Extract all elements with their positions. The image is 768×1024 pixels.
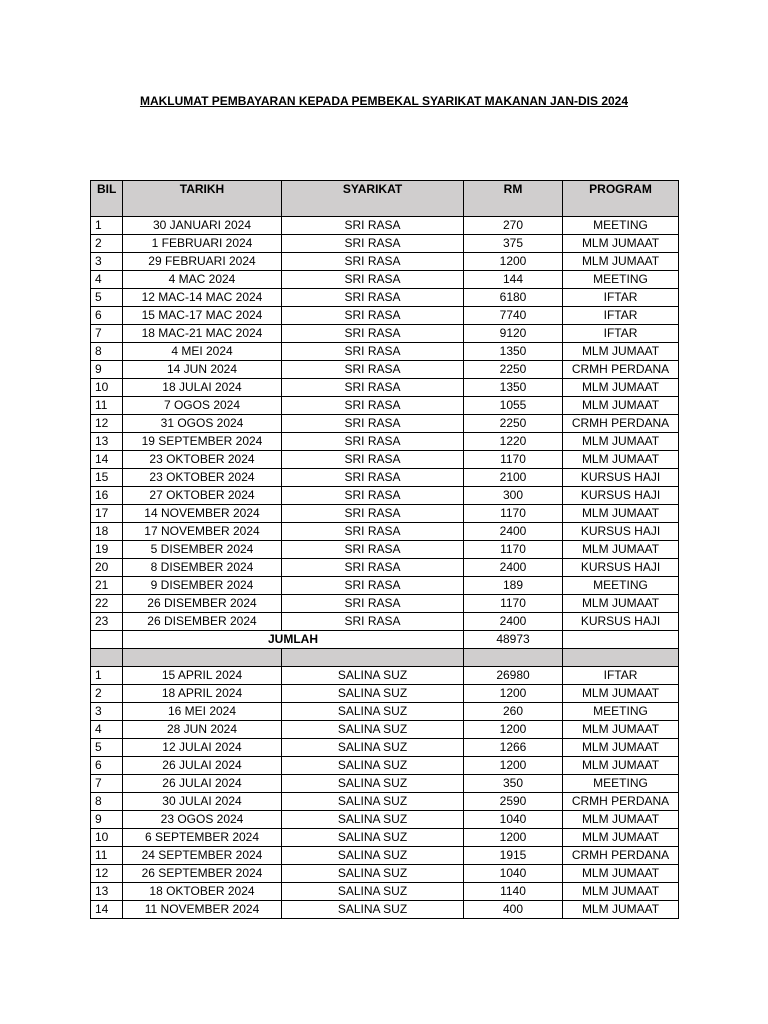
cell-syarikat: SRI RASA (282, 271, 464, 289)
cell-program: MEETING (563, 271, 679, 289)
cell-tarikh: 26 JULAI 2024 (123, 775, 282, 793)
cell-tarikh: 30 JANUARI 2024 (123, 217, 282, 235)
table-row (91, 793, 679, 811)
cell-syarikat: SRI RASA (282, 559, 464, 577)
cell-rm: 26980 (464, 667, 563, 685)
cell-rm: 300 (464, 487, 563, 505)
cell-syarikat: SRI RASA (282, 523, 464, 541)
cell-program: MLM JUMAAT (563, 829, 679, 847)
table-row (91, 883, 679, 901)
cell-rm: 1170 (464, 541, 563, 559)
cell-program: MEETING (563, 217, 679, 235)
cell-syarikat: SALINA SUZ (282, 811, 464, 829)
cell-rm: 1200 (464, 829, 563, 847)
cell-bil: 14 (91, 901, 123, 919)
cell-bil: 10 (91, 379, 123, 397)
cell-rm: 270 (464, 217, 563, 235)
cell-program: MEETING (563, 703, 679, 721)
cell-rm: 144 (464, 271, 563, 289)
cell-program: CRMH PERDANA (563, 361, 679, 379)
cell-rm: 375 (464, 235, 563, 253)
cell-tarikh: 11 NOVEMBER 2024 (123, 901, 282, 919)
cell-rm: 6180 (464, 289, 563, 307)
cell-syarikat: SRI RASA (282, 397, 464, 415)
cell-rm: 1170 (464, 595, 563, 613)
header-syarikat: SYARIKAT (282, 181, 464, 217)
cell-syarikat: SRI RASA (282, 487, 464, 505)
cell-bil: 11 (91, 847, 123, 865)
cell-tarikh: 30 JULAI 2024 (123, 793, 282, 811)
cell-syarikat: SALINA SUZ (282, 883, 464, 901)
cell-tarikh: 5 DISEMBER 2024 (123, 541, 282, 559)
cell-syarikat: SRI RASA (282, 289, 464, 307)
cell-bil: 2 (91, 235, 123, 253)
table-row (91, 577, 679, 595)
cell-rm: 350 (464, 775, 563, 793)
cell-rm: 2590 (464, 793, 563, 811)
cell-bil: 10 (91, 829, 123, 847)
cell-tarikh: 23 OGOS 2024 (123, 811, 282, 829)
table-row (91, 289, 679, 307)
total-label: JUMLAH (123, 631, 464, 649)
cell-syarikat: SRI RASA (282, 613, 464, 631)
cell-tarikh: 23 OKTOBER 2024 (123, 469, 282, 487)
table-row (91, 433, 679, 451)
table-row (91, 757, 679, 775)
table-row (91, 307, 679, 325)
cell-program: MLM JUMAAT (563, 541, 679, 559)
cell-tarikh: 18 MAC-21 MAC 2024 (123, 325, 282, 343)
cell-tarikh: 16 MEI 2024 (123, 703, 282, 721)
cell-syarikat: SRI RASA (282, 451, 464, 469)
cell-program: MLM JUMAAT (563, 451, 679, 469)
cell-program: MLM JUMAAT (563, 505, 679, 523)
cell-tarikh: 29 FEBRUARI 2024 (123, 253, 282, 271)
cell-syarikat: SRI RASA (282, 235, 464, 253)
table-row (91, 739, 679, 757)
cell-syarikat: SALINA SUZ (282, 757, 464, 775)
cell-rm: 1040 (464, 865, 563, 883)
cell-bil: 18 (91, 523, 123, 541)
table-row (91, 217, 679, 235)
cell-bil: 9 (91, 811, 123, 829)
table-row (91, 667, 679, 685)
cell-syarikat: SALINA SUZ (282, 865, 464, 883)
cell-rm: 1055 (464, 397, 563, 415)
cell-bil: 17 (91, 505, 123, 523)
table-row (91, 613, 679, 631)
table-header-row (91, 181, 679, 217)
cell-program: KURSUS HAJI (563, 559, 679, 577)
cell-program: IFTAR (563, 325, 679, 343)
header-rm: RM (464, 181, 563, 217)
cell-tarikh: 31 OGOS 2024 (123, 415, 282, 433)
cell-program: CRMH PERDANA (563, 415, 679, 433)
cell-program: MEETING (563, 577, 679, 595)
cell-bil: 19 (91, 541, 123, 559)
cell-rm: 2400 (464, 523, 563, 541)
cell-program: MLM JUMAAT (563, 235, 679, 253)
total-cell-empty (91, 631, 123, 649)
cell-tarikh: 26 SEPTEMBER 2024 (123, 865, 282, 883)
spacer-cell (563, 649, 679, 667)
header-bil: BIL (91, 181, 123, 217)
cell-rm: 2250 (464, 361, 563, 379)
cell-tarikh: 4 MAC 2024 (123, 271, 282, 289)
cell-program: KURSUS HAJI (563, 523, 679, 541)
cell-program: MLM JUMAAT (563, 883, 679, 901)
cell-bil: 12 (91, 415, 123, 433)
cell-tarikh: 23 OKTOBER 2024 (123, 451, 282, 469)
header-program: PROGRAM (563, 181, 679, 217)
table-row (91, 595, 679, 613)
cell-bil: 4 (91, 271, 123, 289)
cell-bil: 6 (91, 307, 123, 325)
cell-program: MLM JUMAAT (563, 253, 679, 271)
cell-tarikh: 15 MAC-17 MAC 2024 (123, 307, 282, 325)
cell-bil: 21 (91, 577, 123, 595)
cell-bil: 14 (91, 451, 123, 469)
cell-syarikat: SALINA SUZ (282, 703, 464, 721)
cell-bil: 11 (91, 397, 123, 415)
section-total (91, 631, 679, 667)
cell-bil: 7 (91, 325, 123, 343)
table-row (91, 829, 679, 847)
section-sri-rasa (91, 217, 679, 631)
cell-rm: 1220 (464, 433, 563, 451)
cell-program: KURSUS HAJI (563, 613, 679, 631)
cell-rm: 2250 (464, 415, 563, 433)
cell-tarikh: 8 DISEMBER 2024 (123, 559, 282, 577)
cell-bil: 1 (91, 217, 123, 235)
cell-program: MLM JUMAAT (563, 595, 679, 613)
cell-bil: 13 (91, 883, 123, 901)
cell-tarikh: 26 DISEMBER 2024 (123, 613, 282, 631)
cell-program: MEETING (563, 775, 679, 793)
cell-bil: 1 (91, 667, 123, 685)
cell-syarikat: SRI RASA (282, 343, 464, 361)
cell-rm: 2400 (464, 613, 563, 631)
cell-bil: 5 (91, 289, 123, 307)
cell-bil: 23 (91, 613, 123, 631)
table-row (91, 397, 679, 415)
cell-syarikat: SALINA SUZ (282, 793, 464, 811)
table-row (91, 487, 679, 505)
spacer-row (91, 649, 679, 667)
cell-tarikh: 9 DISEMBER 2024 (123, 577, 282, 595)
cell-syarikat: SRI RASA (282, 433, 464, 451)
cell-program: MLM JUMAAT (563, 685, 679, 703)
table-row (91, 865, 679, 883)
payment-table (90, 180, 679, 919)
cell-syarikat: SALINA SUZ (282, 721, 464, 739)
cell-tarikh: 14 NOVEMBER 2024 (123, 505, 282, 523)
cell-rm: 1915 (464, 847, 563, 865)
cell-tarikh: 6 SEPTEMBER 2024 (123, 829, 282, 847)
spacer-cell (123, 649, 282, 667)
table-row (91, 271, 679, 289)
table-row (91, 847, 679, 865)
cell-rm: 2400 (464, 559, 563, 577)
cell-bil: 12 (91, 865, 123, 883)
table-row (91, 811, 679, 829)
cell-program: MLM JUMAAT (563, 811, 679, 829)
cell-bil: 4 (91, 721, 123, 739)
cell-bil: 22 (91, 595, 123, 613)
cell-rm: 400 (464, 901, 563, 919)
cell-rm: 1040 (464, 811, 563, 829)
cell-syarikat: SALINA SUZ (282, 901, 464, 919)
total-cell-empty (563, 631, 679, 649)
cell-tarikh: 12 JULAI 2024 (123, 739, 282, 757)
cell-bil: 2 (91, 685, 123, 703)
table-row (91, 451, 679, 469)
cell-rm: 189 (464, 577, 563, 595)
table-row (91, 343, 679, 361)
cell-program: IFTAR (563, 289, 679, 307)
cell-tarikh: 26 JULAI 2024 (123, 757, 282, 775)
cell-program: MLM JUMAAT (563, 433, 679, 451)
cell-bil: 8 (91, 793, 123, 811)
cell-syarikat: SRI RASA (282, 505, 464, 523)
cell-bil: 6 (91, 757, 123, 775)
cell-tarikh: 18 JULAI 2024 (123, 379, 282, 397)
cell-syarikat: SALINA SUZ (282, 775, 464, 793)
spacer-cell (464, 649, 563, 667)
table-row (91, 775, 679, 793)
cell-syarikat: SRI RASA (282, 469, 464, 487)
cell-tarikh: 18 APRIL 2024 (123, 685, 282, 703)
table-row (91, 559, 679, 577)
table-row (91, 505, 679, 523)
cell-syarikat: SRI RASA (282, 361, 464, 379)
cell-rm: 9120 (464, 325, 563, 343)
cell-syarikat: SALINA SUZ (282, 685, 464, 703)
cell-rm: 1266 (464, 739, 563, 757)
cell-tarikh: 4 MEI 2024 (123, 343, 282, 361)
cell-rm: 1170 (464, 505, 563, 523)
cell-syarikat: SRI RASA (282, 379, 464, 397)
cell-syarikat: SALINA SUZ (282, 847, 464, 865)
cell-tarikh: 14 JUN 2024 (123, 361, 282, 379)
cell-program: IFTAR (563, 667, 679, 685)
header-tarikh: TARIKH (123, 181, 282, 217)
cell-rm: 1200 (464, 757, 563, 775)
section-salina-suz (91, 667, 679, 919)
table-row (91, 685, 679, 703)
total-value: 48973 (464, 631, 563, 649)
cell-syarikat: SALINA SUZ (282, 667, 464, 685)
table-row (91, 901, 679, 919)
table-row (91, 541, 679, 559)
cell-program: CRMH PERDANA (563, 847, 679, 865)
cell-program: MLM JUMAAT (563, 739, 679, 757)
spacer-cell (282, 649, 464, 667)
cell-bil: 9 (91, 361, 123, 379)
cell-rm: 7740 (464, 307, 563, 325)
table-row (91, 415, 679, 433)
cell-program: MLM JUMAAT (563, 721, 679, 739)
cell-bil: 5 (91, 739, 123, 757)
cell-syarikat: SALINA SUZ (282, 829, 464, 847)
cell-tarikh: 18 OKTOBER 2024 (123, 883, 282, 901)
cell-rm: 1200 (464, 253, 563, 271)
cell-program: MLM JUMAAT (563, 379, 679, 397)
cell-program: MLM JUMAAT (563, 757, 679, 775)
cell-tarikh: 7 OGOS 2024 (123, 397, 282, 415)
cell-bil: 8 (91, 343, 123, 361)
cell-rm: 1350 (464, 379, 563, 397)
cell-tarikh: 15 APRIL 2024 (123, 667, 282, 685)
cell-bil: 3 (91, 703, 123, 721)
cell-bil: 20 (91, 559, 123, 577)
table-row (91, 523, 679, 541)
cell-tarikh: 24 SEPTEMBER 2024 (123, 847, 282, 865)
table-row (91, 721, 679, 739)
cell-tarikh: 26 DISEMBER 2024 (123, 595, 282, 613)
cell-program: MLM JUMAAT (563, 865, 679, 883)
table-row (91, 235, 679, 253)
cell-tarikh: 19 SEPTEMBER 2024 (123, 433, 282, 451)
cell-syarikat: SRI RASA (282, 577, 464, 595)
cell-syarikat: SRI RASA (282, 307, 464, 325)
cell-syarikat: SRI RASA (282, 253, 464, 271)
table-row (91, 361, 679, 379)
cell-rm: 1140 (464, 883, 563, 901)
cell-syarikat: SRI RASA (282, 217, 464, 235)
cell-rm: 1170 (464, 451, 563, 469)
cell-program: CRMH PERDANA (563, 793, 679, 811)
total-row (91, 631, 679, 649)
cell-bil: 7 (91, 775, 123, 793)
cell-syarikat: SRI RASA (282, 325, 464, 343)
cell-tarikh: 28 JUN 2024 (123, 721, 282, 739)
cell-program: KURSUS HAJI (563, 487, 679, 505)
table-row (91, 253, 679, 271)
page-title: MAKLUMAT PEMBAYARAN KEPADA PEMBEKAL SYARIKAT MAKANAN JAN-DIS 2024 (139, 94, 629, 108)
cell-syarikat: SRI RASA (282, 541, 464, 559)
table-row (91, 325, 679, 343)
cell-bil: 13 (91, 433, 123, 451)
cell-tarikh: 1 FEBRUARI 2024 (123, 235, 282, 253)
cell-rm: 1200 (464, 685, 563, 703)
cell-bil: 3 (91, 253, 123, 271)
table-row (91, 379, 679, 397)
spacer-cell (91, 649, 123, 667)
cell-tarikh: 17 NOVEMBER 2024 (123, 523, 282, 541)
cell-program: MLM JUMAAT (563, 397, 679, 415)
cell-bil: 16 (91, 487, 123, 505)
table-row (91, 469, 679, 487)
cell-program: IFTAR (563, 307, 679, 325)
cell-rm: 1350 (464, 343, 563, 361)
table-row (91, 703, 679, 721)
cell-rm: 260 (464, 703, 563, 721)
cell-syarikat: SRI RASA (282, 415, 464, 433)
cell-program: MLM JUMAAT (563, 343, 679, 361)
cell-program: KURSUS HAJI (563, 469, 679, 487)
cell-syarikat: SRI RASA (282, 595, 464, 613)
cell-rm: 1200 (464, 721, 563, 739)
cell-bil: 15 (91, 469, 123, 487)
cell-tarikh: 27 OKTOBER 2024 (123, 487, 282, 505)
cell-program: MLM JUMAAT (563, 901, 679, 919)
cell-rm: 2100 (464, 469, 563, 487)
cell-syarikat: SALINA SUZ (282, 739, 464, 757)
cell-tarikh: 12 MAC-14 MAC 2024 (123, 289, 282, 307)
